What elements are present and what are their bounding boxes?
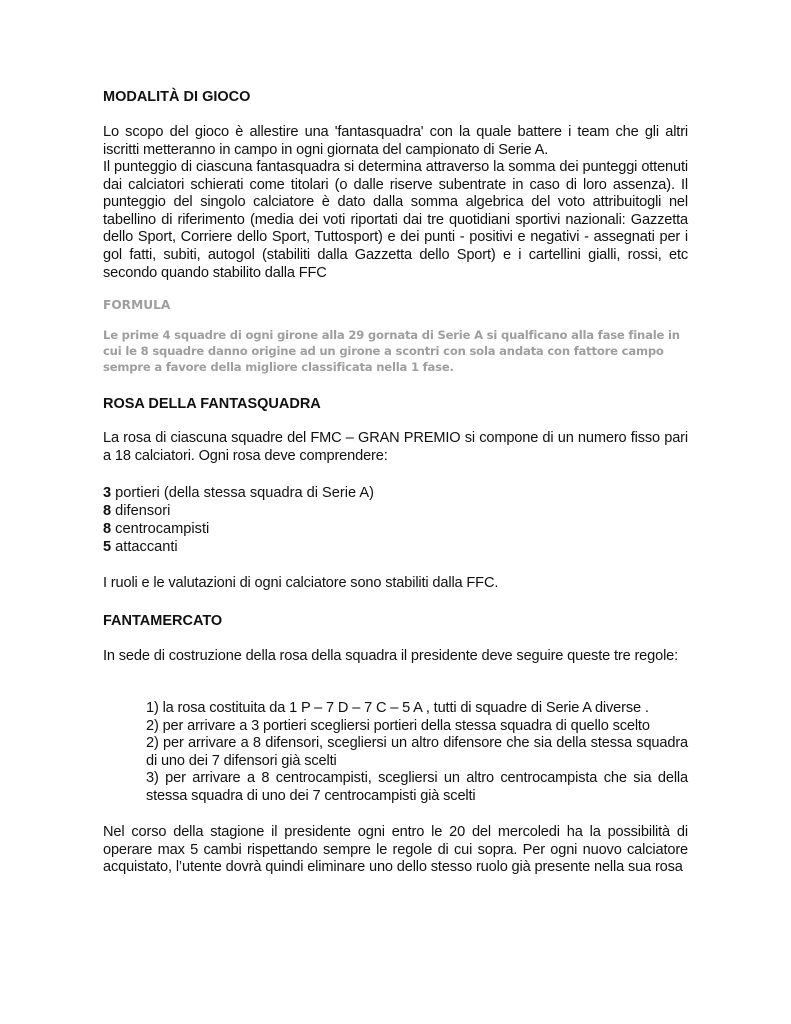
rosa-note: I ruoli e le valutazioni di ogni calciatore sono stabiliti dalla FFC. <box>103 575 499 591</box>
role-count: 8 <box>103 521 112 537</box>
formula-label: FORMULA <box>103 298 171 312</box>
role-count: 8 <box>103 503 112 519</box>
modalita-paragraph-1: Lo scopo del gioco è allestire una 'fantasquadra' con la quale battere i team che gli altri iscritti metteranno in campo in ogni giornata del campionato di Serie A. <box>103 124 688 158</box>
rule-item: 2) per arrivare a 8 difensori, scegliersi un altro difensore che sia della stessa squadra di uno dei 7 difensori già scelti <box>146 735 688 769</box>
rosa-intro: La rosa di ciascuna squadre del FMC – GRAN PREMIO si compone di un numero fisso pari a 18 calciatori. Ogni rosa deve comprendere: <box>103 430 688 464</box>
section-title-fantamercato: FANTAMERCATO <box>103 613 223 629</box>
role-item-centrocampisti <box>103 520 688 538</box>
fantamercato-rules-list <box>146 700 688 806</box>
rule-item: 3) per arrivare a 8 centrocampisti, scegliersi un altro centrocampista che sia della stessa squadra di uno dei 7 centrocampisti già scelti <box>146 770 688 804</box>
modalita-paragraph-2: Il punteggio di ciascuna fantasquadra si determina attraverso la somma dei punteggi ottenuti dai calciatori schierati come titolari (o dalle riserve subentrate in caso di loro assenza). Il punteggio del singolo calciatore è dato dalla somma algebrica del voto attribuitogli nel tabellino di riferimento (media dei voti riportati dai tre quotidiani sportivi nazionali: Gazzetta dello Sport, Corriere dello Sport, Tuttosport) e dei punti - positivi e negativi - assegnati per i gol fatti, subiti, autogol (stabiliti dalla Gazzetta dello Sport) e i cartellini gialli, rossi, etc secondo quando stabilito dalla FFC <box>103 159 688 281</box>
section-title-modalita: MODALITÀ DI GIOCO <box>103 89 251 105</box>
role-item-attaccanti <box>103 538 688 556</box>
role-label: portieri (della stessa squadra di Serie A) <box>111 485 374 501</box>
role-item-portieri <box>103 484 688 502</box>
role-count: 3 <box>103 485 112 501</box>
fantamercato-intro: In sede di costruzione della rosa della squadra il presidente deve seguire queste tre regole: <box>103 648 679 664</box>
role-label: difensori <box>111 503 171 519</box>
role-label: attaccanti <box>111 539 178 555</box>
section-title-rosa: ROSA DELLA FANTASQUADRA <box>103 396 321 412</box>
roles-list <box>103 484 688 556</box>
role-count: 5 <box>103 539 112 555</box>
rule-item: 2) per arrivare a 3 portieri scegliersi portieri della stessa squadra di quello scelto <box>146 717 650 734</box>
fantamercato-closing: Nel corso della stagione il presidente ogni entro le 20 del mercoledi ha la possibilità di operare max 5 cambi rispettando sempre le regole di cui sopra. Per ogni nuovo calciatore acquistato, l’utente dovrà quindi eliminare uno dello stesso ruolo già presente nella sua rosa <box>103 824 688 876</box>
role-label: centrocampisti <box>111 521 210 537</box>
role-item-difensori <box>103 502 688 520</box>
rule-item: 1) la rosa costituita da 1 P – 7 D – 7 C – 5 A , tutti di squadre di Serie A diverse . <box>146 700 649 716</box>
formula-text: Le prime 4 squadre di ogni girone alla 29 gornata di Serie A si qualficano alla fase finale in cui le 8 squadre danno origine ad un girone a scontri con sola andata con fattore campo sempre a favore della migliore classificata nella 1 fase. <box>103 328 680 374</box>
